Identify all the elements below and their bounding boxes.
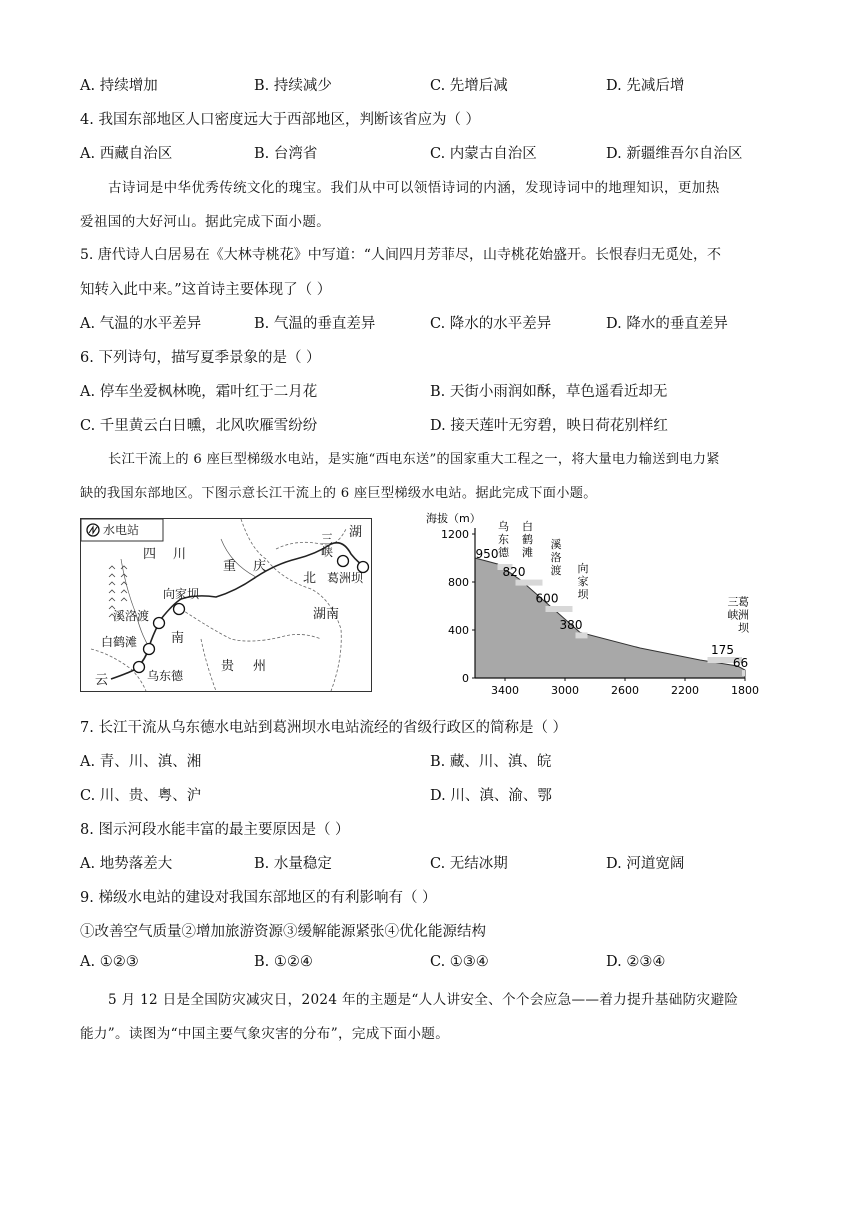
station-value-label: 66	[732, 656, 749, 671]
q6-option-c: C. 千里黄云白日曛，北风吹雁雪纷纷	[80, 418, 318, 434]
map-province-label: 贵	[221, 659, 235, 674]
y-axis-label: 海拔（m）	[426, 512, 481, 525]
map-province-label: 州	[253, 659, 267, 674]
reservoir-level	[546, 606, 573, 612]
q4-option-d: D. 新疆维吾尔自治区	[606, 146, 743, 162]
x-tick-label: 1800	[731, 684, 759, 697]
station-name-label: 葛洲坝	[738, 595, 749, 635]
q5-option-c: C. 降水的水平差异	[430, 316, 552, 332]
station-name-label: 向家坝	[577, 562, 589, 601]
q6-option-d: D. 接天莲叶无穷碧，映日荷花别样红	[430, 418, 668, 434]
q3-option-b: B. 持续减少	[254, 78, 332, 94]
map-station-label: 乌东德	[147, 669, 184, 683]
station-name-label: 乌东德	[498, 520, 509, 559]
intro-poem-line2: 爱祖国的大好河山。据此完成下面小题。	[80, 214, 331, 230]
map-province-label: 庆	[253, 559, 267, 574]
q6-option-b: B. 天街小雨润如酥，草色遥看近却无	[430, 384, 668, 400]
q9-option-a: A. ①②③	[80, 954, 139, 970]
q9-option-b: B. ①②④	[254, 954, 313, 970]
station-value-label: 820	[502, 565, 526, 579]
q8-option-a: A. 地势落差大	[80, 856, 173, 872]
station-value-label: 950	[475, 547, 499, 561]
intro-hydro-line2: 缺的我国东部地区。下图示意长江干流上的 6 座巨型梯级水电站。据此完成下面小题。	[80, 486, 597, 501]
map-province-label: 南	[171, 631, 185, 646]
reservoir-level	[742, 670, 745, 676]
q3-option-d: D. 先减后增	[606, 78, 685, 94]
q8-option-b: B. 水量稳定	[254, 856, 332, 872]
elevation-chart	[420, 508, 760, 700]
q9-items: ①改善空气质量②增加旅游资源③缓解能源紧张④优化能源结构	[80, 924, 486, 940]
q7-option-a: A. 青、川、滇、湘	[80, 754, 202, 770]
map-province-label: 湖	[349, 525, 363, 540]
q8-option-c: C. 无结冰期	[430, 856, 508, 872]
q8-option-d: D. 河道宽阔	[606, 856, 685, 872]
q5-option-a: A. 气温的水平差异	[80, 316, 202, 332]
hydro-map	[80, 518, 372, 692]
elevation-chart-svg	[420, 508, 760, 700]
q5-option-d: D. 降水的垂直差异	[606, 316, 728, 332]
reservoir-level	[576, 632, 588, 638]
q6-option-a: A. 停车坐爱枫林晚，霜叶红于二月花	[80, 384, 318, 400]
map-province-label: 北	[303, 571, 317, 586]
x-tick-label: 2200	[671, 684, 699, 697]
y-tick-label: 800	[448, 576, 469, 589]
map-station-label: 葛洲坝	[327, 571, 364, 585]
map-station-label: 三峡	[321, 532, 334, 559]
q6-stem: 6. 下列诗句，描写夏季景象的是（ ）	[80, 350, 321, 366]
y-tick-label: 1200	[441, 528, 469, 541]
intro-poem-line1: 古诗词是中华优秀传统文化的瑰宝。我们从中可以领悟诗词的内涵，发现诗词中的地理知识，更加热	[108, 180, 720, 196]
q9-option-c: C. ①③④	[430, 954, 489, 970]
station-name-label: 溪洛渡	[550, 538, 562, 577]
q3-option-a: A. 持续增加	[80, 78, 158, 94]
map-station-label: 向家坝	[163, 587, 200, 601]
q4-option-b: B. 台湾省	[254, 146, 318, 162]
x-tick-label: 3400	[491, 684, 519, 697]
q9-stem: 9. 梯级水电站的建设对我国东部地区的有利影响有（ ）	[80, 890, 437, 906]
map-station-label: 溪洛渡	[113, 609, 150, 623]
q5-option-b: B. 气温的垂直差异	[254, 316, 376, 332]
q9-option-d: D. ②③④	[606, 954, 666, 970]
intro-disaster-line2: 能力”。读图为“中国主要气象灾害的分布”，完成下面小题。	[80, 1026, 450, 1042]
y-tick-label: 400	[448, 624, 469, 637]
q4-option-a: A. 西藏自治区	[80, 146, 173, 162]
map-legend-label: 水电站	[103, 523, 140, 537]
q5-stem-line1: 5. 唐代诗人白居易在《大林寺桃花》中写道：“人间四月芳菲尽，山寺桃花始盛开。长恨春归无觅处，不	[80, 247, 721, 263]
q5-stem-line2: 知转入此中来。”这首诗主要体现了（ ）	[80, 282, 332, 298]
station-value-label: 380	[559, 617, 583, 632]
x-tick-label: 3000	[551, 684, 579, 697]
map-province-label: 湖南	[313, 607, 340, 622]
map-province-label: 重	[223, 559, 237, 574]
intro-disaster-line1: 5 月 12 日是全国防灾减灾日，2024 年的主题是“人人讲安全、个个会应急——着力提升基础防灾避险	[108, 992, 739, 1008]
q7-option-d: D. 川、滇、渝、鄂	[430, 788, 552, 804]
q7-option-c: C. 川、贵、粤、沪	[80, 788, 202, 804]
station-value-label: 175	[711, 643, 734, 657]
x-tick-label: 2600	[611, 684, 639, 697]
q8-stem: 8. 图示河段水能丰富的最主要原因是（ ）	[80, 822, 350, 838]
station-name-label: 三峡	[727, 595, 739, 622]
intro-hydro-line1: 长江干流上的 6 座巨型梯级水电站，是实施“西电东送”的国家重大工程之一，将大量电力输送到电力紧	[108, 452, 720, 467]
station-name-label: 白鹤滩	[522, 520, 533, 559]
q7-stem: 7. 长江干流从乌东德水电站到葛洲坝水电站流经的省级行政区的简称是（ ）	[80, 720, 568, 736]
q7-option-b: B. 藏、川、滇、皖	[430, 754, 552, 770]
q4-option-c: C. 内蒙古自治区	[430, 146, 537, 162]
q3-option-c: C. 先增后减	[430, 78, 508, 94]
map-province-label: 川	[173, 547, 187, 562]
reservoir-level	[516, 580, 543, 586]
map-province-label: 云	[95, 673, 109, 688]
q4-stem: 4. 我国东部地区人口密度远大于西部地区，判断该省应为（ ）	[80, 112, 481, 128]
map-province-label: 四	[143, 547, 157, 562]
map-station-label: 白鹤滩	[101, 635, 138, 649]
y-tick-label: 0	[462, 672, 469, 685]
station-value-label: 600	[535, 591, 559, 606]
